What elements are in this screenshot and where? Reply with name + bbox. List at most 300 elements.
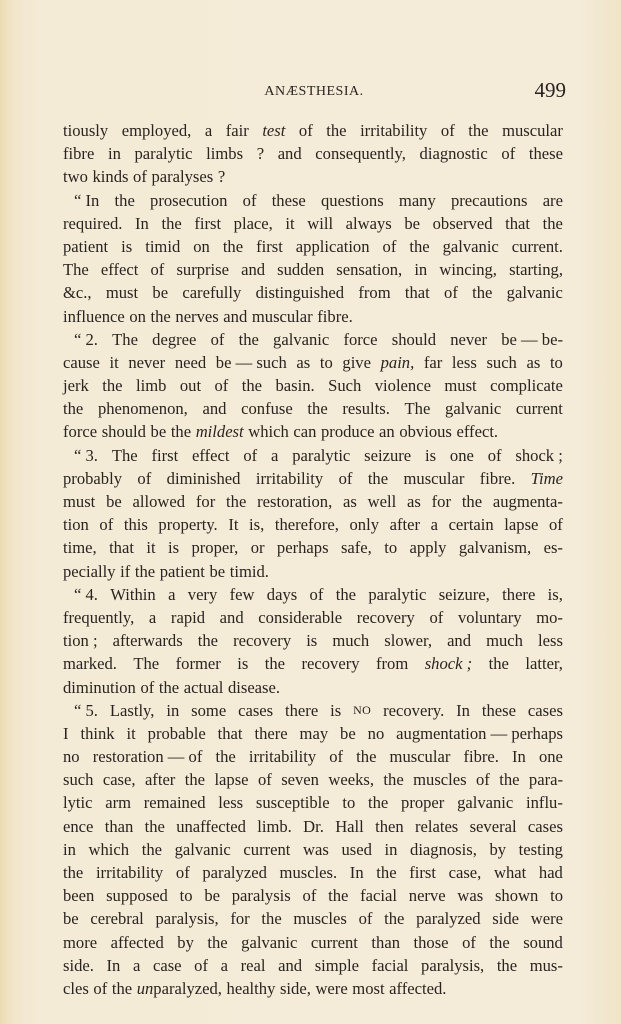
word: force bbox=[343, 329, 378, 349]
word: one bbox=[449, 445, 474, 465]
word: as bbox=[407, 492, 421, 511]
word: of bbox=[298, 121, 313, 140]
word: or bbox=[250, 538, 265, 558]
word: these bbox=[481, 700, 516, 720]
word: therefore, bbox=[274, 515, 339, 535]
text-line bbox=[63, 722, 563, 745]
word: frequently, bbox=[63, 607, 135, 627]
word: influence bbox=[63, 306, 125, 326]
word: test bbox=[262, 121, 286, 140]
word: more bbox=[63, 932, 98, 952]
word: then bbox=[375, 816, 404, 836]
word: of bbox=[242, 190, 257, 210]
word: of bbox=[302, 886, 317, 906]
word: of bbox=[93, 978, 108, 998]
text-line bbox=[63, 189, 563, 212]
word: the bbox=[472, 283, 493, 303]
word: arm bbox=[105, 793, 132, 813]
word: diminution bbox=[63, 677, 136, 697]
word: observed bbox=[432, 213, 493, 233]
text-line bbox=[63, 235, 563, 258]
word: no bbox=[63, 747, 80, 767]
text-line bbox=[63, 745, 563, 768]
word: of bbox=[501, 144, 516, 164]
word: of bbox=[150, 260, 165, 280]
word: galvanic bbox=[442, 236, 499, 256]
word: fair bbox=[225, 121, 249, 140]
word: must bbox=[63, 492, 96, 511]
word: current bbox=[515, 399, 563, 419]
word: tion bbox=[63, 515, 89, 535]
word: affected. bbox=[389, 978, 447, 998]
word: some bbox=[191, 700, 227, 720]
text-line bbox=[63, 397, 563, 420]
word: first bbox=[256, 236, 283, 256]
word: Such bbox=[328, 376, 362, 396]
word: lapse bbox=[214, 770, 249, 790]
word: rapid bbox=[170, 607, 206, 627]
running-head bbox=[62, 78, 566, 104]
text-line bbox=[63, 536, 563, 559]
word: a bbox=[220, 955, 228, 975]
word: supposed bbox=[106, 886, 168, 906]
word: few bbox=[229, 584, 255, 604]
word: and bbox=[277, 144, 302, 164]
word: to bbox=[550, 886, 563, 906]
word: very bbox=[187, 584, 218, 604]
word: affected bbox=[110, 932, 164, 952]
word: and bbox=[241, 260, 266, 280]
word: current bbox=[243, 839, 291, 859]
word: probably bbox=[63, 468, 122, 488]
word: proper, bbox=[191, 538, 239, 558]
text-line bbox=[63, 142, 563, 165]
word: I bbox=[63, 723, 69, 743]
word: of bbox=[309, 584, 324, 604]
word: the bbox=[63, 863, 84, 882]
word: the bbox=[158, 677, 180, 697]
word: be bbox=[150, 422, 167, 442]
word: NO bbox=[353, 702, 372, 717]
word: to bbox=[384, 538, 398, 558]
word: cases bbox=[527, 816, 563, 836]
word: fibre. bbox=[479, 468, 516, 488]
text-line bbox=[63, 629, 563, 652]
text-line bbox=[63, 119, 563, 142]
word: shown bbox=[494, 886, 539, 906]
word: simple bbox=[314, 955, 359, 975]
word: of bbox=[133, 167, 147, 187]
word: slower, bbox=[384, 631, 432, 651]
word: should bbox=[391, 329, 436, 349]
text-line bbox=[63, 305, 563, 328]
word: time, bbox=[63, 538, 97, 558]
word: property. bbox=[158, 515, 218, 535]
word: to bbox=[319, 352, 333, 372]
word: two bbox=[63, 167, 88, 187]
word: the bbox=[356, 747, 377, 767]
word: the bbox=[328, 886, 349, 906]
word: apply bbox=[409, 538, 447, 558]
word: sensation, bbox=[336, 260, 403, 280]
word: for bbox=[230, 909, 250, 929]
word: is bbox=[306, 631, 318, 651]
word: the bbox=[141, 839, 162, 859]
word: lytic bbox=[63, 793, 93, 813]
text-line bbox=[63, 351, 563, 374]
word: a bbox=[132, 955, 141, 975]
word: wincing, bbox=[439, 260, 497, 280]
word: “ 4. bbox=[74, 584, 98, 604]
word: less bbox=[218, 793, 244, 813]
word: cerebral bbox=[90, 909, 144, 929]
word: In bbox=[106, 955, 121, 975]
word: Hall bbox=[335, 816, 364, 836]
word: cles bbox=[63, 978, 89, 998]
word: results. bbox=[342, 399, 390, 419]
word: limbs bbox=[206, 144, 244, 164]
word: current bbox=[310, 932, 358, 952]
word: is, bbox=[547, 584, 563, 604]
text-line bbox=[63, 954, 563, 977]
word: of bbox=[175, 863, 190, 882]
word: the bbox=[376, 863, 397, 882]
word: cases bbox=[238, 700, 274, 720]
word: mildest bbox=[195, 422, 244, 442]
word: cause bbox=[63, 352, 100, 372]
word: cases bbox=[527, 700, 563, 720]
word: be bbox=[152, 283, 169, 303]
word: than bbox=[104, 816, 134, 836]
word: galvanic bbox=[506, 283, 563, 303]
word: the bbox=[207, 932, 228, 952]
word: certain bbox=[448, 515, 494, 535]
word: patient bbox=[159, 561, 205, 581]
word: real bbox=[240, 955, 266, 975]
word: of bbox=[429, 607, 444, 627]
word: of bbox=[137, 468, 152, 488]
text-line bbox=[63, 467, 563, 490]
word: first bbox=[409, 863, 436, 882]
word: effect bbox=[192, 445, 230, 465]
word: The bbox=[111, 445, 138, 465]
word: in bbox=[414, 260, 428, 280]
word: as bbox=[526, 352, 541, 372]
word: actual bbox=[183, 677, 224, 697]
word: is bbox=[237, 654, 249, 674]
word: the bbox=[114, 190, 135, 210]
word: unaffected bbox=[176, 816, 246, 836]
word: shock ; bbox=[515, 445, 563, 465]
word: force bbox=[63, 422, 98, 442]
text-line bbox=[63, 560, 563, 583]
word: Within bbox=[110, 584, 156, 604]
word: the bbox=[409, 236, 430, 256]
word: galvanic bbox=[457, 793, 514, 813]
word: for bbox=[195, 492, 216, 511]
word: first bbox=[151, 445, 179, 465]
word: the bbox=[134, 561, 156, 581]
text-line bbox=[63, 258, 563, 281]
word: In bbox=[512, 747, 526, 767]
word: The bbox=[404, 399, 431, 419]
word: the bbox=[63, 399, 84, 419]
word: must bbox=[444, 376, 477, 396]
word: as bbox=[296, 352, 311, 372]
word: of bbox=[140, 677, 155, 697]
word: timid bbox=[145, 236, 181, 256]
word: sound bbox=[523, 932, 563, 952]
word: jerk bbox=[63, 376, 89, 396]
word: nerves bbox=[175, 306, 219, 326]
word: the bbox=[326, 121, 347, 140]
word: mus- bbox=[529, 955, 563, 975]
word: been bbox=[63, 886, 95, 906]
text-line bbox=[63, 165, 563, 188]
word: recovery bbox=[233, 631, 292, 651]
word: and bbox=[278, 955, 303, 975]
word: and bbox=[447, 631, 472, 651]
word: safe, bbox=[340, 538, 372, 558]
word: of bbox=[338, 468, 353, 488]
word: pecially bbox=[63, 561, 116, 581]
word: always bbox=[345, 213, 392, 233]
text-line bbox=[63, 212, 563, 235]
word: facial bbox=[360, 886, 397, 906]
word: surprise bbox=[176, 260, 229, 280]
text-line bbox=[63, 791, 563, 814]
word: probable bbox=[147, 723, 206, 743]
word: galvanic bbox=[273, 329, 330, 349]
word: to bbox=[179, 886, 193, 906]
word: case, bbox=[102, 770, 136, 790]
word: muscles bbox=[413, 770, 467, 790]
word: of bbox=[210, 329, 225, 349]
word: such bbox=[486, 352, 517, 372]
word: as bbox=[343, 492, 357, 511]
word: think bbox=[80, 723, 115, 743]
word: that bbox=[404, 283, 430, 303]
word: of bbox=[99, 515, 114, 535]
word: must bbox=[105, 283, 139, 303]
word: case bbox=[152, 955, 182, 975]
word: and bbox=[202, 399, 227, 419]
word: effect bbox=[100, 260, 139, 280]
word: were bbox=[530, 909, 563, 929]
word: the bbox=[542, 213, 563, 233]
word: the bbox=[496, 955, 518, 975]
word: side bbox=[492, 909, 520, 929]
word: violence bbox=[374, 376, 431, 396]
word: fibre. bbox=[317, 306, 353, 326]
word: paralyzed bbox=[202, 863, 267, 882]
word: be bbox=[204, 886, 220, 906]
text-line bbox=[63, 815, 563, 838]
word: galvanic bbox=[445, 399, 502, 419]
word: these bbox=[528, 144, 563, 164]
word: be — be- bbox=[501, 329, 563, 349]
word: starting, bbox=[509, 260, 563, 280]
word: may bbox=[299, 723, 329, 743]
word: pain, bbox=[380, 352, 415, 372]
word: in bbox=[384, 839, 398, 859]
word: of bbox=[382, 236, 397, 256]
word: employed, bbox=[121, 121, 192, 140]
word: the bbox=[384, 909, 405, 929]
word: paralysis bbox=[231, 886, 291, 906]
word: the bbox=[488, 654, 509, 674]
word: The bbox=[112, 329, 138, 349]
word: nerve bbox=[408, 886, 446, 906]
word: that bbox=[505, 213, 530, 233]
text-line bbox=[63, 374, 563, 397]
word: the bbox=[161, 213, 182, 233]
word: from bbox=[376, 654, 409, 674]
word: testing bbox=[518, 839, 563, 859]
word: and bbox=[223, 306, 248, 326]
word: Time bbox=[530, 468, 563, 488]
word: those bbox=[413, 932, 449, 952]
word: there bbox=[254, 723, 288, 743]
word: is, bbox=[249, 515, 265, 535]
word: afterwards bbox=[112, 631, 183, 651]
word: of bbox=[440, 121, 455, 140]
word: influ- bbox=[526, 793, 563, 813]
word: facial bbox=[371, 955, 409, 975]
word: galvanic bbox=[174, 839, 231, 859]
word: the bbox=[461, 492, 483, 511]
word: were bbox=[315, 978, 348, 998]
word: the bbox=[307, 399, 328, 419]
word: from bbox=[358, 283, 391, 303]
running-title: ANÆSTHESIA. bbox=[264, 84, 364, 99]
word: of bbox=[329, 747, 344, 767]
word: is bbox=[330, 700, 342, 720]
word: produce bbox=[321, 422, 375, 442]
word: required. bbox=[63, 213, 123, 233]
word: patient bbox=[63, 236, 109, 256]
word: such bbox=[63, 770, 94, 790]
word: timid. bbox=[229, 561, 269, 581]
word: there bbox=[285, 700, 319, 720]
word: a bbox=[204, 121, 213, 140]
word: by bbox=[489, 839, 507, 859]
word: on bbox=[129, 306, 146, 326]
text-line bbox=[63, 444, 563, 467]
word: for bbox=[431, 492, 452, 511]
word: paralytic bbox=[134, 144, 193, 164]
word: the bbox=[215, 747, 236, 767]
word: be bbox=[63, 909, 79, 929]
word: the bbox=[241, 376, 263, 396]
word: a bbox=[430, 515, 438, 535]
word: of bbox=[444, 283, 458, 303]
word: of bbox=[214, 376, 229, 396]
word: this bbox=[123, 515, 148, 535]
word: paralysis, bbox=[155, 909, 219, 929]
word: phenomenon, bbox=[97, 399, 188, 419]
word: the bbox=[170, 422, 192, 442]
word: many bbox=[398, 190, 436, 210]
word: the bbox=[335, 584, 356, 604]
word: an bbox=[379, 422, 395, 442]
word: restoration — of bbox=[92, 747, 203, 767]
word: never bbox=[128, 352, 166, 372]
word: be bbox=[209, 561, 226, 581]
word: application bbox=[295, 236, 370, 256]
word: limb bbox=[135, 376, 167, 396]
word: tion ; bbox=[63, 631, 98, 651]
word: be bbox=[404, 213, 421, 233]
word: no bbox=[367, 723, 385, 743]
word: augmenta- bbox=[492, 492, 563, 511]
word: a bbox=[271, 445, 279, 465]
word: will bbox=[307, 213, 334, 233]
word: The bbox=[63, 260, 89, 280]
word: considerable bbox=[258, 607, 343, 627]
word: latter, bbox=[525, 654, 563, 674]
word: the bbox=[499, 770, 520, 790]
text-line bbox=[63, 699, 563, 722]
word: the bbox=[197, 631, 219, 651]
word: muscles. bbox=[279, 863, 338, 882]
word: the bbox=[102, 376, 123, 396]
word: fibre. bbox=[463, 747, 499, 767]
word: muscular bbox=[389, 747, 451, 767]
word: muscular bbox=[502, 121, 563, 140]
word: it bbox=[146, 538, 156, 558]
text-line bbox=[63, 420, 563, 443]
page-number: 499 bbox=[534, 78, 566, 102]
word: galvanic bbox=[241, 932, 298, 952]
word: to bbox=[342, 793, 356, 813]
word: healthy bbox=[226, 978, 276, 998]
text-line bbox=[63, 838, 563, 861]
word: be — such bbox=[215, 352, 287, 372]
word: in bbox=[107, 144, 121, 164]
text-line bbox=[63, 513, 563, 536]
word: prosecution bbox=[150, 190, 228, 210]
word: diagnosis, bbox=[410, 839, 477, 859]
word: the bbox=[368, 793, 389, 813]
word: consequently, bbox=[315, 144, 406, 164]
word: of bbox=[358, 909, 373, 929]
word: which bbox=[88, 839, 130, 859]
word: restoration, bbox=[257, 492, 333, 511]
word: be bbox=[106, 492, 122, 511]
word: by bbox=[177, 932, 194, 952]
word: if bbox=[120, 561, 131, 581]
word: confuse bbox=[241, 399, 293, 419]
word: should bbox=[101, 422, 146, 442]
word: never bbox=[450, 329, 488, 349]
word: marked. bbox=[63, 654, 117, 674]
word: fibre bbox=[63, 144, 95, 164]
word: side, bbox=[279, 978, 311, 998]
word: place, bbox=[233, 213, 273, 233]
word: to bbox=[549, 352, 563, 372]
word: disease. bbox=[227, 677, 281, 697]
word: kinds bbox=[92, 167, 129, 187]
word: relates bbox=[414, 816, 459, 836]
word: the bbox=[468, 121, 489, 140]
word: weeks, bbox=[328, 770, 375, 790]
word: shock ; bbox=[424, 654, 473, 674]
word: is bbox=[168, 538, 180, 558]
word: In bbox=[349, 863, 364, 882]
word: used bbox=[341, 839, 372, 859]
word: es- bbox=[543, 538, 563, 558]
